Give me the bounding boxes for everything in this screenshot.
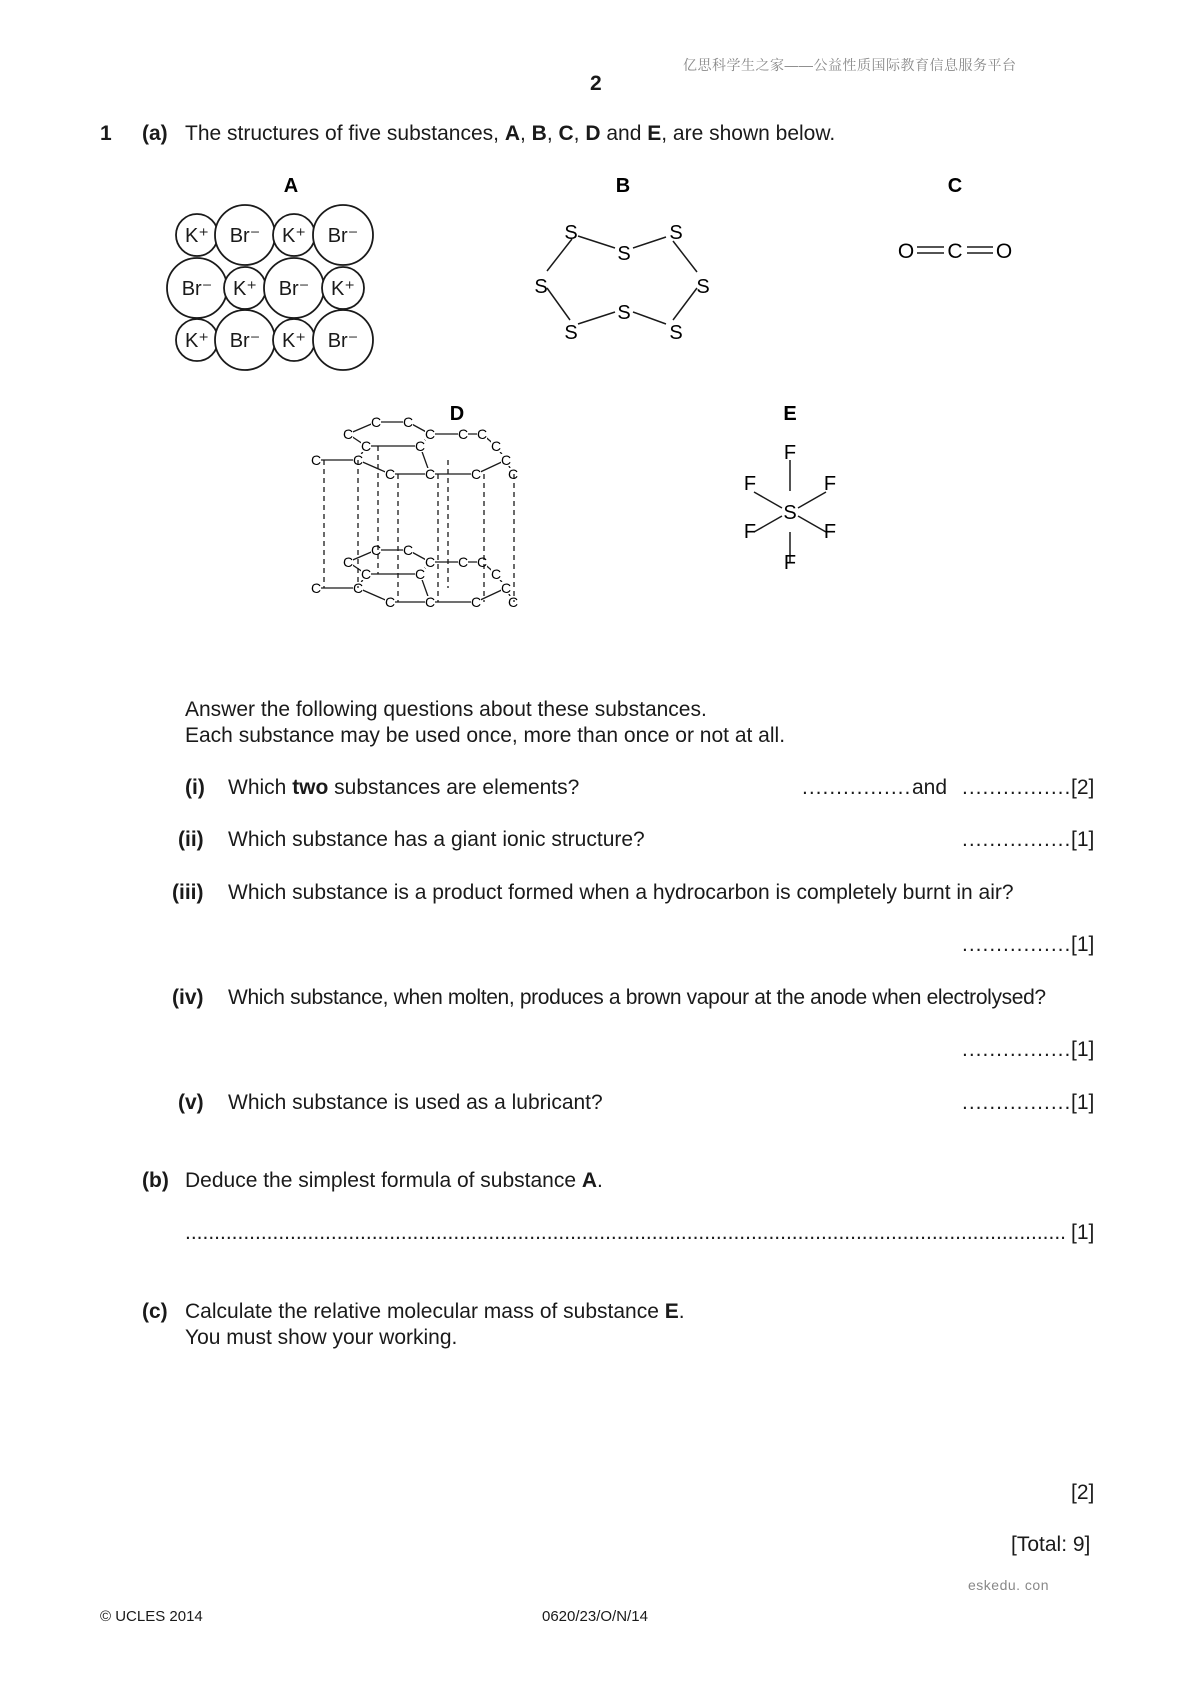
sulfur-atom: S <box>617 302 631 324</box>
carbon-atom: C <box>424 594 436 610</box>
part-b-text: Deduce the simplest formula of substance A. <box>185 1169 603 1192</box>
part-c-marks: [2] <box>1071 1481 1095 1504</box>
sulfur-atom: S <box>669 322 683 344</box>
ion-label: K⁺ <box>331 278 355 300</box>
carbon-atom: C <box>947 240 963 263</box>
ion-label: K⁺ <box>185 225 209 247</box>
carbon-atom: C <box>310 580 322 596</box>
subq-i-num: (i) <box>185 776 205 799</box>
ion-label: Br⁻ <box>229 330 261 352</box>
carbon-atom: C <box>384 594 396 610</box>
oxygen-atom-2: O <box>995 240 1013 263</box>
carbon-atom: C <box>402 414 414 430</box>
ion-label: K⁺ <box>282 330 306 352</box>
carbon-atom: C <box>414 438 426 454</box>
carbon-atom: C <box>342 554 354 570</box>
fluorine-atom: F <box>743 521 757 543</box>
carbon-atom: C <box>352 580 364 596</box>
carbon-atom: C <box>457 554 469 570</box>
carbon-atom: C <box>500 452 512 468</box>
carbon-atom: C <box>507 466 519 482</box>
subq-iii-num: (iii) <box>172 881 204 904</box>
carbon-atom: C <box>476 426 488 442</box>
part-c-text: Calculate the relative molecular mass of substance E. <box>185 1300 685 1323</box>
ion-label: Br⁻ <box>327 225 359 247</box>
carbon-atom: C <box>490 438 502 454</box>
part-a-intro: The structures of five substances, A, B, C, D and E, are shown below. <box>185 122 836 145</box>
watermark-bottom: eskedu. con <box>968 1577 1049 1593</box>
sulfur-atom: S <box>783 502 797 524</box>
subq-v-marks: [1] <box>1071 1091 1095 1114</box>
fluorine-atom: F <box>823 521 837 543</box>
carbon-atom: C <box>507 594 519 610</box>
total-marks: [Total: 9] <box>1011 1533 1091 1556</box>
carbon-atom: C <box>457 426 469 442</box>
part-b-marks: [1] <box>1071 1221 1095 1244</box>
structure-e-diagram <box>720 400 860 600</box>
ion-label: Br⁻ <box>181 278 213 300</box>
carbon-atom: C <box>490 566 502 582</box>
subq-i-text: Which two substances are elements? <box>228 776 580 799</box>
subq-iii-marks: [1] <box>1071 933 1095 956</box>
structure-b-diagram <box>520 170 730 345</box>
carbon-atom: C <box>470 466 482 482</box>
subq-v-text: Which substance is used as a lubricant? <box>228 1091 603 1114</box>
ion-label: Br⁻ <box>278 278 310 300</box>
carbon-atom: C <box>424 466 436 482</box>
fluorine-atom: F <box>783 442 797 464</box>
ion-label: Br⁻ <box>327 330 359 352</box>
subq-ii-num: (ii) <box>178 828 204 851</box>
subq-iii-answer[interactable]: ................ <box>962 933 1072 956</box>
part-a-label: (a) <box>142 122 168 145</box>
structure-c-diagram <box>880 170 1030 270</box>
page-number: 2 <box>590 72 602 95</box>
subq-i-and: and <box>912 776 948 799</box>
subq-iv-num: (iv) <box>172 986 204 1009</box>
question-number: 1 <box>100 122 112 145</box>
carbon-atom: C <box>370 414 382 430</box>
carbon-atom: C <box>310 452 322 468</box>
part-c-label: (c) <box>142 1300 168 1323</box>
subq-ii-answer[interactable]: ................ <box>962 828 1072 851</box>
ion-label: K⁺ <box>185 330 209 352</box>
carbon-atom: C <box>424 426 436 442</box>
structure-c-label: C <box>947 175 963 197</box>
carbon-atom: C <box>424 554 436 570</box>
fluorine-atom: F <box>823 473 837 495</box>
subq-i-answer-1[interactable]: ................ <box>802 776 912 799</box>
carbon-atom: C <box>352 452 364 468</box>
subq-iv-answer[interactable]: ................ <box>962 1038 1072 1061</box>
sulfur-atom: S <box>534 276 548 298</box>
part-b-answer-line[interactable]: ....................................................................................................................................................... <box>185 1221 1067 1244</box>
structure-d-label: D <box>449 403 465 425</box>
sulfur-atom: S <box>617 243 631 265</box>
watermark-top: 亿思科学生之家——公益性质国际教育信息服务平台 <box>683 57 1017 73</box>
structure-a-diagram <box>170 170 420 380</box>
carbon-atom: C <box>342 426 354 442</box>
carbon-atom: C <box>470 594 482 610</box>
part-c-text-2: You must show your working. <box>185 1326 458 1349</box>
subq-iv-text: Which substance, when molten, produces a brown vapour at the anode when electrolysed? <box>228 986 1046 1009</box>
subq-i-answer-2[interactable]: ................ <box>962 776 1072 799</box>
sulfur-atom: S <box>564 322 578 344</box>
ion-label: K⁺ <box>282 225 306 247</box>
footer-paper-code: 0620/23/O/N/14 <box>542 1608 648 1625</box>
sulfur-atom: S <box>669 222 683 244</box>
subq-ii-marks: [1] <box>1071 828 1095 851</box>
carbon-atom: C <box>360 566 372 582</box>
structure-e-label: E <box>783 403 797 425</box>
subq-ii-text: Which substance has a giant ionic structure? <box>228 828 645 851</box>
subq-iii-text: Which substance is a product formed when a hydrocarbon is completely burnt in air? <box>228 881 1014 904</box>
oxygen-atom-1: O <box>897 240 915 263</box>
subq-v-answer[interactable]: ................ <box>962 1091 1072 1114</box>
subq-v-num: (v) <box>178 1091 204 1114</box>
carbon-atom: C <box>500 580 512 596</box>
subq-iv-marks: [1] <box>1071 1038 1095 1061</box>
carbon-atom: C <box>414 566 426 582</box>
sulfur-atom: S <box>696 276 710 298</box>
carbon-atom: C <box>370 542 382 558</box>
ion-label: K⁺ <box>233 278 257 300</box>
structure-a-label: A <box>283 175 299 197</box>
fluorine-atom: F <box>783 552 797 574</box>
ion-label: Br⁻ <box>229 225 261 247</box>
fluorine-atom: F <box>743 473 757 495</box>
carbon-atom: C <box>402 542 414 558</box>
structure-d-diagram <box>310 400 600 670</box>
structure-b-label: B <box>615 175 631 197</box>
instructions-line-1: Answer the following questions about these substances. <box>185 698 707 721</box>
instructions-line-2: Each substance may be used once, more than once or not at all. <box>185 724 786 747</box>
part-b-label: (b) <box>142 1169 169 1192</box>
carbon-atom: C <box>384 466 396 482</box>
carbon-atom: C <box>360 438 372 454</box>
sulfur-atom: S <box>564 222 578 244</box>
carbon-atom: C <box>476 554 488 570</box>
subq-i-marks: [2] <box>1071 776 1095 799</box>
footer-copyright: © UCLES 2014 <box>100 1608 203 1625</box>
